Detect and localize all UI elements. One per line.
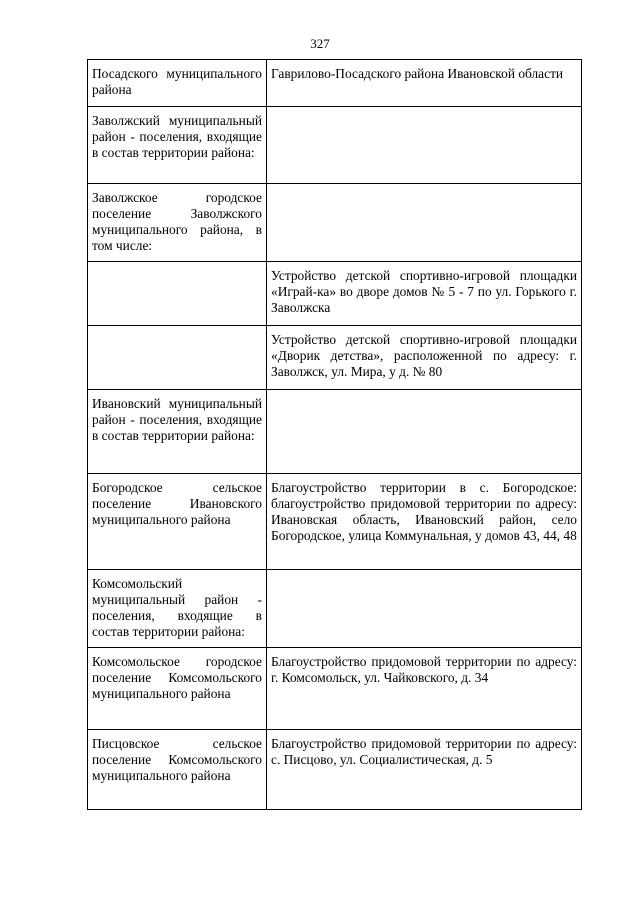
table-row [88, 60, 582, 107]
municipality-cell: Посадского муниципального района [88, 60, 267, 107]
project-cell: Устройство детской спортивно-игровой площадки «Дворик детства», расположенной по адресу: г. Заволжск, ул. Мира, у д. № 80 [267, 326, 582, 390]
project-cell: Устройство детской спортивно-игровой площадки «Играй-ка» во дворе домов № 5 - 7 по ул. Горького г. Заволжска [267, 262, 582, 326]
municipality-cell: Богородское сельское поселение Ивановского муниципального района [88, 474, 267, 570]
table-row [88, 390, 582, 474]
project-cell: Благоустройство территории в с. Богородское: благоустройство придомовой территории по адресу: Ивановская область, Ивановский район, село Богородское, улица Коммунальная, у домов 43, 44, 48 [267, 474, 582, 570]
table-row [88, 570, 582, 648]
project-cell [267, 570, 582, 648]
project-cell: Гаврилово-Посадского района Ивановской области [267, 60, 582, 107]
table-row [88, 730, 582, 810]
table-row [88, 262, 582, 326]
project-cell [267, 184, 582, 262]
municipality-cell: Комсомольский муниципальный район - поселения, входящие в состав территории района: [88, 570, 267, 648]
municipality-cell: Комсомольское городское поселение Комсомольского муниципального района [88, 648, 267, 730]
municipality-cell: Заволжское городское поселение Заволжского муниципального района, в том числе: [88, 184, 267, 262]
project-cell [267, 107, 582, 184]
project-cell [267, 390, 582, 474]
table-row [88, 648, 582, 730]
municipality-cell: Писцовское сельское поселение Комсомольского муниципального района [88, 730, 267, 810]
project-cell: Благоустройство придомовой территории по адресу: с. Писцово, ул. Социалистическая, д. 5 [267, 730, 582, 810]
municipality-cell [88, 326, 267, 390]
table-row [88, 184, 582, 262]
table-row [88, 474, 582, 570]
table-row [88, 326, 582, 390]
table-row [88, 107, 582, 184]
municipality-cell [88, 262, 267, 326]
document-table [87, 59, 582, 810]
page-number: 327 [310, 36, 330, 51]
municipality-cell: Заволжский муниципальный район - поселения, входящие в состав территории района: [88, 107, 267, 184]
project-cell: Благоустройство придомовой территории по адресу: г. Комсомольск, ул. Чайковского, д. 34 [267, 648, 582, 730]
municipality-cell: Ивановский муниципальный район - поселения, входящие в состав территории района: [88, 390, 267, 474]
